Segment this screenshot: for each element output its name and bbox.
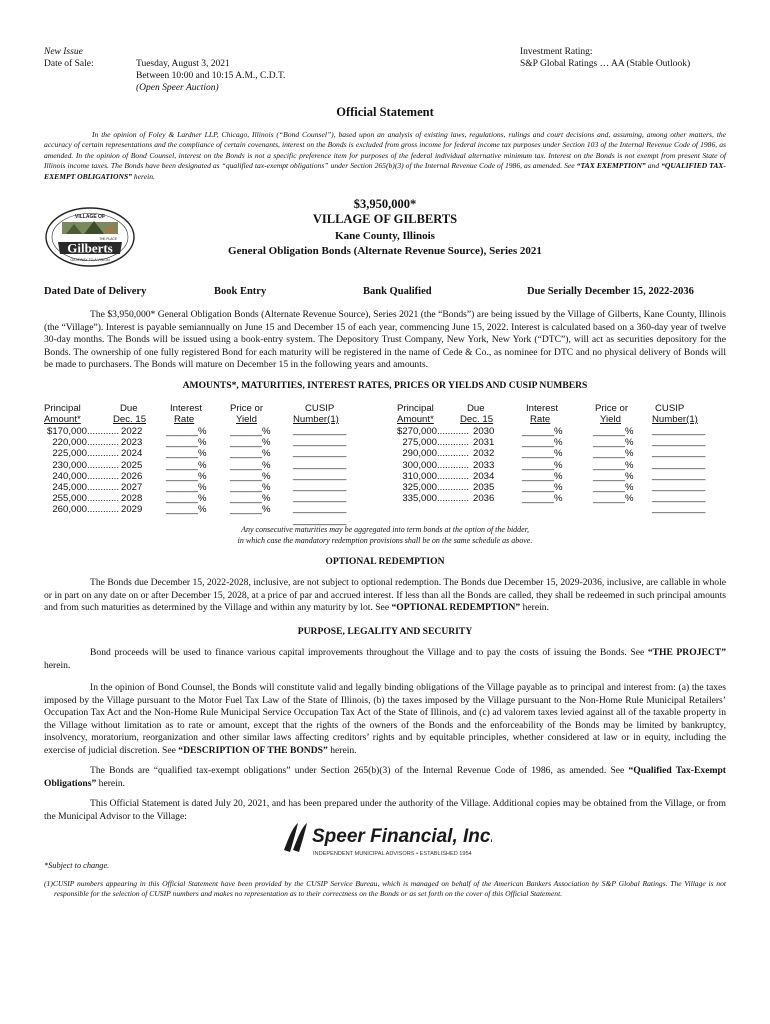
book-entry: Book Entry (214, 286, 267, 297)
tax-exemption-ref: “TAX EXEMPTION” (576, 161, 646, 171)
row-dots: ............ (437, 459, 469, 471)
svg-text:VILLAGE OF: VILLAGE OF (75, 214, 105, 220)
cusip-footnote: (1)CUSIP numbers appearing in this Official Statement have been provided by the CUSIP Service Bureau, which is managed on behalf of the American Bankers Association by S&P Global Ratings. The Village is not responsible for the selection of CUSIP numbers and makes no representation as to their correctness on the Bonds or as set forth on the cover of this Official Statement. (44, 879, 726, 899)
row-cusip-blank: __________ (293, 436, 347, 448)
row-yield-blank: ______% (593, 426, 634, 437)
col-rate-subheader: Rate (174, 414, 195, 425)
description-of-bonds-ref: “DESCRIPTION OF THE BONDS” (178, 744, 328, 756)
row-cusip-blank: __________ (652, 425, 706, 436)
svg-text:THE PLACE: THE PLACE (99, 237, 117, 241)
row-amount: 225,000 (52, 448, 87, 460)
row-yield-blank: ______% (593, 493, 634, 505)
the-project-ref: “THE PROJECT” (647, 647, 727, 658)
row-rate-blank: ______% (522, 448, 563, 460)
col-cusip-subheader-right: Number(1) (652, 414, 698, 425)
col-yield-header-right: Price or (595, 403, 629, 414)
svg-text:Gilberts: Gilberts (67, 240, 113, 256)
row-rate-blank: ______% (166, 493, 207, 505)
row-yield-blank: ______% (593, 437, 634, 449)
new-issue-label: New Issue (44, 47, 83, 57)
speer-financial-logo (282, 820, 492, 860)
row-dots: ............ (437, 493, 469, 505)
row-amount: 300,000 (402, 459, 437, 471)
row-due-year: 2028 (121, 493, 143, 505)
row-yield-blank: ______% (230, 448, 271, 460)
row-amount: 230,000 (52, 459, 87, 471)
row-dots: ............ (87, 459, 119, 471)
row-amount: 220,000 (52, 437, 87, 449)
purpose-paragraph-4: This Official Statement is dated July 20, 2021, and has been prepared under the authority of the Village. Additional copies may be obtained from the Village, or from the Municipal Advisor to the Village: (44, 798, 726, 822)
row-rate-blank: ______% (522, 493, 563, 505)
row-rate-blank: ______% (166, 437, 207, 449)
row-rate-blank: ______% (522, 426, 563, 437)
row-yield-blank: ______% (230, 493, 271, 505)
dated-date: Dated Date of Delivery (44, 286, 147, 297)
intro-paragraph: The $3,950,000* General Obligation Bonds (Alternate Revenue Source), Series 2021 (the “Bonds”) are being issued by the Village of Gilberts, Kane County, Illinois (the “Village”). Interest is payable semiannually on June 15 and December 15 of each year, commencing June 15, 2022. Interest is calculated based on a 360-day year of twelve 30-day months. The Bonds will be issued using a book-entry system. The Depository Trust Company, New York, New York (“DTC”), will act as securities depository for the Bonds. The ownership of one fully registered Bond for each maturity will be registered in the name of Cede & Co., as nominee for DTC and no physical delivery of Bonds will be made to purchasers. The Bonds will mature on December 15 in the following years and amounts. (44, 309, 726, 371)
bank-qualified: Bank Qualified (363, 286, 432, 297)
row-cusip-blank: __________ (293, 514, 347, 526)
qualified-tax-exempt-ref: “Qualified Tax-Exempt Obligations” (44, 765, 726, 789)
row-rate-blank: ______% (166, 459, 207, 471)
col-principal-header: Principal (44, 403, 81, 414)
row-yield-blank: ______% (593, 482, 634, 493)
row-dots: ............ (437, 448, 469, 460)
row-due-year: 2032 (473, 448, 495, 460)
row-dots: ............ (87, 470, 119, 482)
row-dots: ............ (87, 426, 119, 437)
row-rate-blank: ______% (166, 448, 207, 460)
county: Kane County, Illinois (335, 230, 435, 242)
col-principal-header-right: Principal (397, 403, 434, 414)
rating-value: S&P Global Ratings … AA (Stable Outlook) (520, 59, 691, 69)
col-rate-header-right: Interest (526, 403, 558, 414)
row-due-year: 2022 (121, 426, 143, 437)
bond-series: General Obligation Bonds (Alternate Revenue Source), Series 2021 (228, 245, 542, 257)
term-bond-note-line-1: Any consecutive maturities may be aggregated into term bonds at the option of the bidder, (241, 525, 529, 534)
issuer-name: VILLAGE OF GILBERTS (312, 212, 458, 226)
row-rate-blank: ______% (166, 482, 207, 493)
sale-time: Between 10:00 and 10:15 A.M., C.D.T. (136, 71, 286, 81)
col-rate-subheader-right: Rate (530, 414, 551, 425)
row-amount: 325,000 (402, 482, 437, 493)
row-dots: ............ (437, 437, 469, 449)
row-cusip-blank: __________ (652, 492, 706, 504)
col-due-subheader-right: Dec. 15 (460, 414, 494, 425)
row-cusip-blank: __________ (293, 425, 347, 436)
row-cusip-blank: __________ (652, 469, 706, 481)
row-cusip-blank: __________ (652, 458, 706, 470)
row-due-year: 2024 (121, 448, 143, 460)
row-amount: $170,000 (46, 426, 87, 437)
row-cusip-blank: __________ (652, 447, 706, 459)
purpose-paragraph-2: In the opinion of Bond Counsel, the Bonds will constitute valid and legally binding obligations of the Village payable as to principal and interest from: (a) the taxes imposed by the Village pursuant to the Motor Fuel Tax Law of the State of Illinois, (b) the taxes imposed by the Village pursuant to the Non-Home Rule Municipal Retailers’ Occupation Tax Act and the Non-Home Rule Municipal Service Occupation Tax Act of the State of Illinois, and (c) ad valorem taxes levied against all of the taxable property in the Village without limitation as to rate or amount, except that the rights of the owners of the Bonds and the enforceability of the Bonds may be limited by bankruptcy, insolvency, moratorium, reorganization and other similar laws affecting creditors’ rights and by equitable principles, whether considered at law or in equity, including the exercise of judicial discretion. See “DESCRIPTION OF THE BONDS” herein. (44, 682, 726, 756)
row-cusip-blank: __________ (293, 503, 347, 515)
col-cusip-header: CUSIP (305, 403, 335, 414)
row-due-year: 2023 (121, 437, 143, 449)
row-dots: ............ (87, 504, 119, 516)
sale-date: Tuesday, August 3, 2021 (136, 59, 230, 69)
row-due-year: 2030 (473, 426, 495, 437)
page-title: Official Statement (336, 105, 434, 119)
col-cusip-header-right: CUSIP (655, 403, 685, 414)
col-yield-subheader-right: Yield (600, 414, 621, 425)
row-yield-blank: ______% (230, 482, 271, 493)
row-due-year: 2029 (121, 504, 143, 516)
row-due-year: 2033 (473, 459, 495, 471)
row-dots: ............ (437, 426, 469, 437)
row-cusip-blank: __________ (293, 481, 347, 492)
date-of-sale-label: Date of Sale: (44, 59, 94, 69)
tax-opinion: In the opinion of Foley & Lardner LLP, Chicago, Illinois (“Bond Counsel”), based upon an analysis of existing laws, regulations, rulings and court decisions and, assuming, among other matters, the accuracy of certain representations and the compliance of certain covenants, interest on the Bonds is excluded from gross income for federal income tax purposes under Section 103 of the Internal Revenue Code of 1986, as amended. In the opinion of Bond Counsel, interest on the Bonds is not a specific preference item for purposes of the federal individual alternative minimum tax. Interest on the Bonds is not exempt from present State of Illinois income taxes. The Bonds have been designated as “qualified tax-exempt obligations” under Section 265(b)(3) of the Internal Revenue Code of 1986, as amended. See “TAX EXEMPTION” and “QUALIFIED TAX-EXEMPT OBLIGATIONS” herein. (44, 130, 726, 181)
row-cusip-blank: __________ (652, 503, 706, 515)
col-principal-subheader-right: Amount* (397, 414, 434, 425)
due-serially: Due Serially December 15, 2022-2036 (527, 286, 694, 297)
col-rate-header: Interest (170, 403, 202, 414)
row-dots: ............ (437, 470, 469, 482)
optional-redemption-text: The Bonds due December 15, 2022-2028, inclusive, are not subject to optional redemption. The Bonds due December 15, 2029-2036, inclusive, are callable in whole or in part on any date on or after December 15, 2028, at a price of par and accrued interest. If less than all the Bonds are called, they shall be redeemed in such principal amounts and from such maturities as determined by the Village and within any maturity by lot. See “OPTIONAL REDEMPTION” herein. (44, 577, 726, 614)
col-due-header: Due (120, 403, 138, 414)
maturity-table (0, 403, 770, 526)
row-cusip-blank: __________ (293, 458, 347, 470)
optional-redemption-ref: “OPTIONAL REDEMPTION” (391, 602, 521, 614)
row-amount: 245,000 (52, 482, 87, 493)
col-yield-header: Price or (230, 403, 264, 414)
row-dots: ............ (87, 448, 119, 460)
term-bond-note-line-2: in which case the mandatory redemption provisions shall be on the same schedule as above. (237, 535, 533, 545)
row-cusip-blank: __________ (652, 481, 706, 492)
row-due-year: 2027 (121, 482, 143, 493)
col-principal-subheader: Amount* (44, 414, 81, 425)
col-due-header-right: Due (467, 403, 485, 414)
row-rate-blank: ______% (522, 437, 563, 449)
row-due-year: 2035 (473, 482, 495, 493)
row-rate-blank: ______% (522, 482, 563, 493)
col-cusip-subheader: Number(1) (293, 414, 339, 425)
row-amount: 260,000 (52, 504, 87, 516)
row-amount: 335,000 (402, 493, 437, 505)
purpose-heading: PURPOSE, LEGALITY AND SECURITY (297, 626, 473, 637)
row-dots: ............ (437, 482, 469, 493)
svg-text:Speer Financial, Inc.: Speer Financial, Inc. (312, 826, 492, 847)
row-yield-blank: ______% (593, 470, 634, 482)
row-yield-blank: ______% (230, 504, 271, 516)
rating-label: Investment Rating: (520, 47, 593, 57)
row-due-year: 2034 (473, 470, 495, 482)
svg-text:INDEPENDENT MUNICIPAL ADVISORS: INDEPENDENT MUNICIPAL ADVISORS • ESTABLISHED 1954 (313, 851, 472, 857)
row-yield-blank: ______% (230, 459, 271, 471)
auction-type: (Open Speer Auction) (136, 83, 219, 93)
purpose-paragraph-1: Bond proceeds will be used to finance various capital improvements throughout the Village and to pay the costs of issuing the Bonds. See “THE PROJECT” herein. (44, 647, 727, 671)
col-yield-subheader: Yield (236, 414, 257, 425)
row-dots: ............ (87, 493, 119, 505)
row-due-year: 2026 (121, 470, 143, 482)
row-cusip-blank: __________ (293, 469, 347, 481)
row-rate-blank: ______% (522, 459, 563, 471)
row-yield-blank: ______% (230, 437, 271, 449)
row-yield-blank: ______% (593, 459, 634, 471)
row-rate-blank: ______% (166, 470, 207, 482)
row-amount: 275,000 (402, 437, 437, 449)
subject-to-change-note: *Subject to change. (44, 861, 110, 870)
optional-redemption-heading: OPTIONAL REDEMPTION (325, 556, 445, 567)
row-rate-blank: ______% (166, 426, 207, 437)
row-cusip-blank: __________ (293, 492, 347, 504)
row-amount: 255,000 (52, 493, 87, 505)
row-yield-blank: ______% (593, 448, 634, 460)
svg-text:GATEWAY TO A VISION: GATEWAY TO A VISION (70, 258, 110, 262)
row-dots: ............ (87, 437, 119, 449)
row-amount: $270,000 (396, 426, 437, 437)
row-dots: ............ (87, 482, 119, 493)
row-rate-blank: ______% (166, 504, 207, 516)
maturities-heading: AMOUNTS*, MATURITIES, INTEREST RATES, PRICES OR YIELDS AND CUSIP NUMBERS (182, 380, 588, 391)
row-amount: 290,000 (402, 448, 437, 460)
purpose-paragraph-3: The Bonds are “qualified tax-exempt obligations” under Section 265(b)(3) of the Internal Revenue Code of 1986, as amended. See “Qualified Tax-Exempt Obligations” herein. (44, 765, 726, 789)
row-cusip-blank: __________ (293, 447, 347, 459)
row-due-year: 2025 (121, 459, 143, 471)
qualified-obligations-ref: “QUALIFIED TAX-EXEMPT OBLIGATIONS” (44, 161, 726, 181)
term-bond-note (0, 525, 770, 546)
row-due-year: 2031 (473, 437, 495, 449)
row-yield-blank: ______% (230, 470, 271, 482)
row-amount: 310,000 (402, 470, 437, 482)
row-yield-blank: ______% (230, 426, 271, 437)
row-cusip-blank: __________ (652, 436, 706, 448)
row-rate-blank: ______% (522, 470, 563, 482)
row-due-year: 2036 (473, 493, 495, 505)
row-amount: 240,000 (52, 470, 87, 482)
issue-amount: $3,950,000* (353, 197, 417, 211)
col-due-subheader: Dec. 15 (113, 414, 147, 425)
